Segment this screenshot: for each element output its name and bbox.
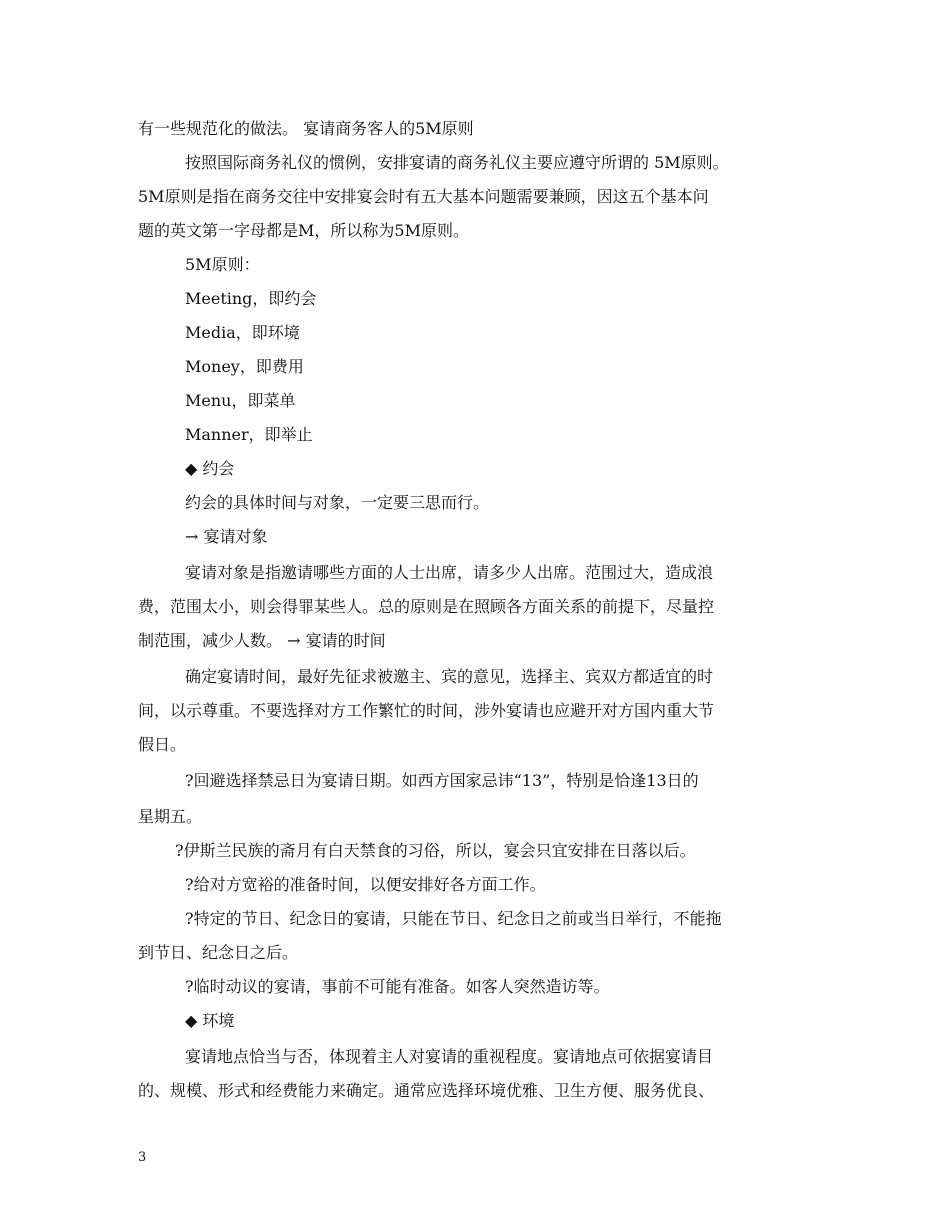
text-line: ?伊斯兰民族的斋月有白天禁食的习俗，所以，宴会只宜安排在日落以后。 [175, 841, 696, 860]
text-line: 假日。 [138, 735, 187, 754]
page-number: 3 [138, 1150, 147, 1165]
text-line: 的、规模、形式和经费能力来确定。通常应选择环境优雅、卫生方便、服务优良、 [138, 1081, 715, 1100]
text-line: 星期五。 [138, 807, 203, 826]
text-line: Media，即环境 [185, 323, 300, 342]
text-line: 约会的具体时间与对象，一定要三思而行。 [185, 493, 490, 512]
text-line: ?给对方宽裕的准备时间，以便安排好各方面工作。 [185, 875, 546, 894]
section-heading: ◆ 环境 [185, 1011, 235, 1030]
text-line: 确定宴请时间，最好先征求被邀主、宾的意见，选择主、宾双方都适宜的时 [185, 667, 714, 686]
text-line: ?特定的节日、纪念日的宴请，只能在节日、纪念日之前或当日举行，不能拖 [185, 909, 722, 928]
text-line: 间，以示尊重。不要选择对方工作繁忙的时间，涉外宴请也应避开对方国内重大节 [138, 701, 715, 720]
text-line: ?回避选择禁忌日为宴请日期。如西方国家忌讳“13”，特别是恰逢13日的 [185, 771, 699, 790]
section-heading: ◆ 约会 [185, 459, 235, 478]
text-line: ?临时动议的宴请，事前不可能有准备。如客人突然造访等。 [185, 977, 610, 996]
text-line: Menu，即菜单 [185, 391, 296, 410]
text-line: 按照国际商务礼仪的惯例，安排宴请的商务礼仪主要应遵守所谓的 5M原则。 [185, 153, 729, 172]
text-line: Meeting，即约会 [185, 289, 317, 308]
text-line: 5M原则： [185, 255, 260, 274]
text-line: Manner，即举止 [185, 425, 313, 444]
text-line: 到节日、纪念日之后。 [138, 943, 299, 962]
text-line: 题的英文第一字母都是M，所以称为5M原则。 [138, 221, 469, 240]
text-line: Money，即费用 [185, 357, 304, 376]
text-line: 5M原则是指在商务交往中安排宴会时有五大基本问题需要兼顾，因这五个基本问 [138, 187, 709, 206]
text-line: 费，范围太小，则会得罪某些人。总的原则是在照顾各方面关系的前提下，尽量控 [138, 597, 715, 616]
subsection-heading: → 宴请对象 [185, 527, 268, 546]
text-line: 宴请地点恰当与否，体现着主人对宴请的重视程度。宴请地点可依据宴请目 [185, 1047, 714, 1066]
text-line: 制范围，减少人数。 → 宴请的时间 [138, 631, 386, 650]
text-line: 有一些规范化的做法。 宴请商务客人的5M原则 [138, 119, 474, 138]
text-line: 宴请对象是指邀请哪些方面的人士出席，请多少人出席。范围过大，造成浪 [185, 563, 714, 582]
